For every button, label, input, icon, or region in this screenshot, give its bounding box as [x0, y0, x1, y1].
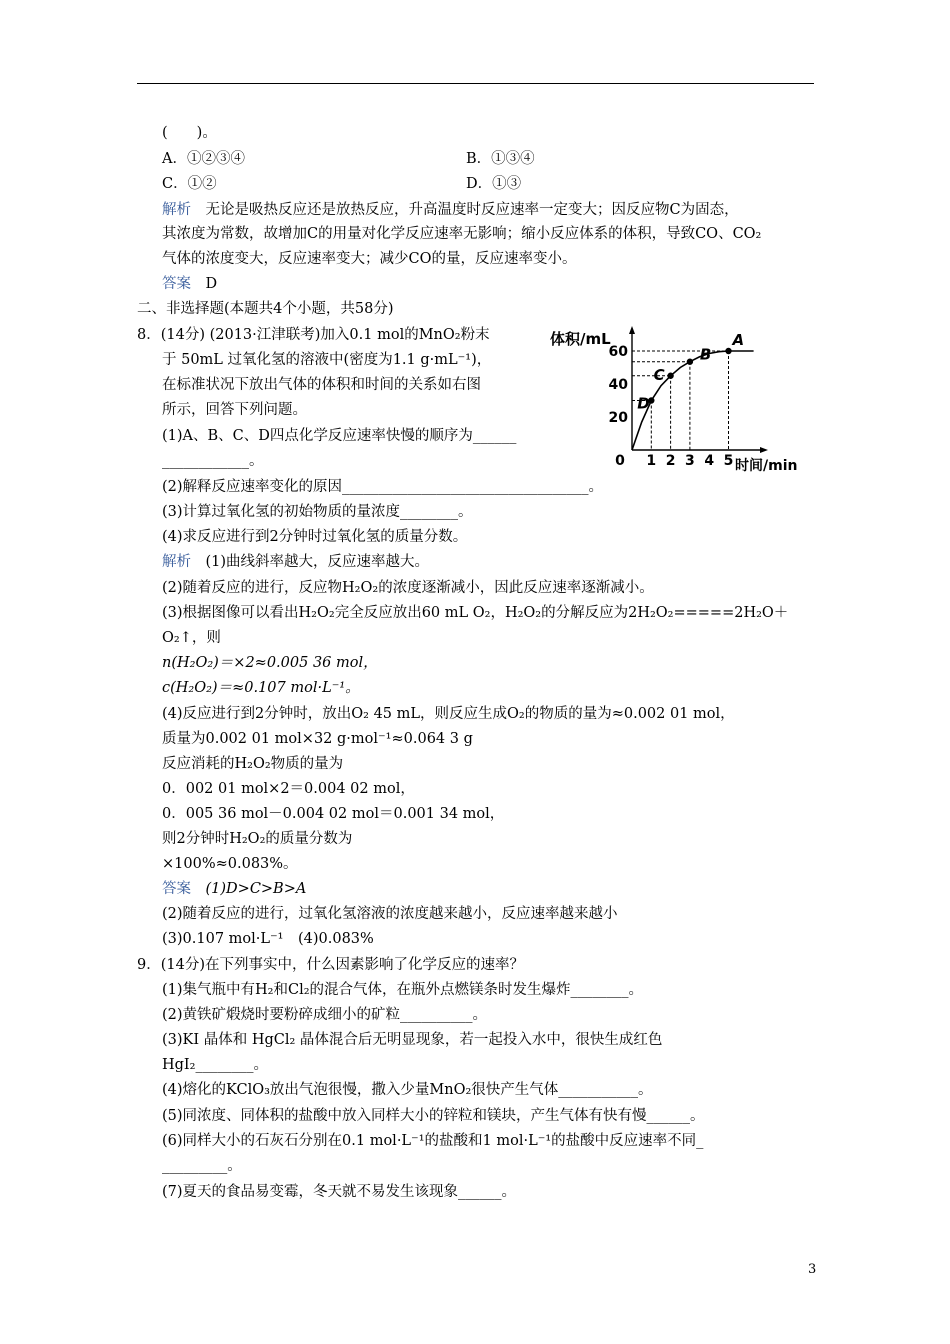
q8-analysis-4b: 质量为0.002 01 mol×32 g·mol⁻¹≈0.064 3 g — [162, 731, 473, 747]
y-tick-label: 60 — [608, 344, 628, 360]
q8-stem-1: 8．(14分) (2013·江津联考)加入0.1 mol的MnO₂粉末 — [137, 327, 490, 343]
q9-item-1: (1)集气瓶中有H₂和Cl₂的混合气体，在瓶外点燃镁条时发生爆炸________。 — [162, 982, 644, 998]
q8-analysis-3c: n(H₂O₂)＝×2≈0.005 36 mol， — [162, 655, 378, 671]
q8-analysis-text-1: (1)曲线斜率越大，反应速率越大。 — [205, 554, 430, 570]
q9-item-6b: _________。 — [162, 1158, 242, 1174]
q9-item-2: (2)黄铁矿煅烧时要粉碎成细小的矿粒__________。 — [162, 1007, 488, 1023]
q9-item-3a: (3)KI 晶体和 HgCl₂ 晶体混合后无明显现象，若一起投入水中，很快生成红色 — [162, 1032, 663, 1048]
x-tick-label: 4 — [704, 453, 715, 469]
section-heading: 二、非选择题(本题共4个小题，共58分) — [137, 301, 394, 317]
q8-sub-3: (3)计算过氧化氢的初始物质的量浓度________。 — [162, 504, 473, 520]
q8-answer-1: (1)D>C>B>A — [205, 881, 307, 897]
point-B — [687, 359, 693, 365]
q7-analysis-text-1: 无论是吸热反应还是放热反应，升高温度时反应速率一定变大；因反应物C为固态， — [205, 202, 739, 218]
point-label-A: A — [732, 331, 745, 349]
q9-item-3b: HgI₂________。 — [162, 1057, 268, 1073]
chart-axes — [629, 326, 768, 453]
q8-analysis-4d: 0．002 01 mol×2＝0.004 02 mol， — [162, 781, 415, 797]
q9-item-6a: (6)同样大小的石灰石分别在0.1 mol·L⁻¹的盐酸和1 mol·L⁻¹的盐酸中反应速率不同_ — [162, 1133, 704, 1149]
q8-analysis-4e: 0．005 36 mol－0.004 02 mol＝0.001 34 mol， — [162, 806, 505, 822]
y-tick-label: 20 — [608, 410, 628, 426]
q8-analysis-3b: O₂↑，则 — [162, 630, 221, 646]
analysis-label: 解析 — [162, 554, 191, 570]
q8-answer-line-1 — [162, 879, 306, 899]
q8-analysis-4c: 反应消耗的H₂O₂物质的量为 — [162, 756, 344, 772]
q8-stem-3: 在标准状况下放出气体的体积和时间的关系如右图 — [162, 377, 481, 393]
q9-item-7: (7)夏天的食品易变霉，冬天就不易发生该现象______。 — [162, 1184, 517, 1200]
q7-answer-value: D — [205, 276, 218, 292]
q7-option-a: A．①②③④ — [162, 151, 245, 167]
q7-option-c: C．①② — [162, 176, 217, 192]
q8-analysis-line-1 — [162, 552, 429, 572]
analysis-label: 解析 — [162, 202, 191, 218]
volume-time-chart — [550, 322, 820, 477]
q8-sub-4: (4)求反应进行到2分钟时过氧化氢的质量分数。 — [162, 529, 468, 545]
q9-stem: 9．(14分)在下列事实中，什么因素影响了化学反应的速率？ — [137, 957, 524, 973]
q7-analysis-line-2: 其浓度为常数，故增加C的用量对化学反应速率无影响；缩小反应体系的体积，导致CO、CO₂ — [162, 226, 762, 242]
answer-label: 答案 — [162, 881, 191, 897]
q8-analysis-2: (2)随着反应的进行，反应物H₂O₂的浓度逐渐减小，因此反应速率逐渐减小。 — [162, 580, 654, 596]
q8-stem-4: 所示，回答下列问题。 — [162, 402, 307, 418]
q7-stem-tail: ( )。 — [162, 125, 217, 141]
q8-answer-2: (2)随着反应的进行，过氧化氢溶液的浓度越来越小，反应速率越来越小 — [162, 906, 618, 922]
header-rule — [137, 83, 814, 84]
point-label-C: C — [653, 365, 665, 384]
y-axis-label: 体积/mL — [550, 330, 611, 348]
q8-sub-1b: ____________。 — [162, 453, 264, 469]
q8-sub-1a: (1)A、B、C、D四点化学反应速率快慢的顺序为______ — [162, 428, 517, 444]
q7-option-b: B．①③④ — [466, 151, 535, 167]
q8-sub-2: (2)解释反应速率变化的原因__________________________________。 — [162, 479, 604, 495]
x-axis-label: 时间/min — [735, 458, 798, 474]
x-tick-label: 1 — [646, 453, 657, 469]
x-tick-label: 5 — [723, 453, 734, 469]
q8-analysis-4a: (4)反应进行到2分钟时，放出O₂ 45 mL，则反应生成O₂的物质的量为≈0.002 01 mol， — [162, 706, 735, 722]
q8-answer-3: (3)0.107 mol·L⁻¹ (4)0.083% — [162, 931, 374, 947]
page-number: 3 — [808, 1262, 817, 1277]
point-C — [667, 373, 673, 379]
q9-item-4: (4)熔化的KClO₃放出气泡很慢，撒入少量MnO₂很快产生气体___________。 — [162, 1082, 653, 1098]
point-A — [725, 348, 731, 354]
q9-item-5: (5)同浓度、同体积的盐酸中放入同样大小的锌粒和镁块，产生气体有快有慢______。 — [162, 1108, 705, 1124]
q7-analysis-line-3: 气体的浓度变大，反应速率变大；减少CO的量，反应速率变小。 — [162, 251, 577, 267]
q8-analysis-3d: c(H₂O₂)＝≈0.107 mol·L⁻¹。 — [162, 680, 360, 696]
q8-analysis-4f: 则2分钟时H₂O₂的质量分数为 — [162, 831, 353, 847]
x-axis-arrow — [760, 447, 768, 453]
x-tick-label: 2 — [665, 453, 676, 469]
q7-option-d: D．①③ — [466, 176, 522, 192]
y-tick-label: 40 — [608, 377, 628, 393]
x-tick-label: 0 — [615, 453, 625, 469]
q8-stem-2: 于 50mL 过氧化氢的溶液中(密度为1.1 g·mL⁻¹)， — [162, 352, 492, 368]
q8-analysis-3a: (3)根据图像可以看出H₂O₂完全反应放出60 mL O₂，H₂O₂的分解反应为2H₂O₂=====2H₂O＋ — [162, 605, 789, 621]
q7-answer — [162, 274, 217, 294]
q8-analysis-4g: ×100%≈0.083%。 — [162, 856, 298, 872]
x-tick-label: 3 — [685, 453, 695, 469]
answer-label: 答案 — [162, 276, 191, 292]
point-label-D: D — [637, 394, 650, 413]
q7-analysis-line-1 — [162, 200, 739, 220]
point-label-B: B — [699, 345, 712, 364]
y-axis-arrow — [629, 326, 635, 334]
